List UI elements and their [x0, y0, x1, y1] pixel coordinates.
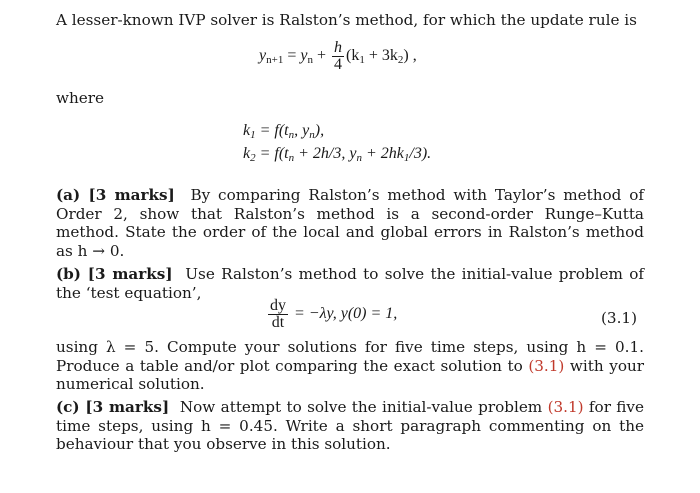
update-eq: = [283, 47, 301, 65]
ode-equation [266, 298, 397, 331]
k1-equation [243, 122, 324, 140]
part-b-continuation [56, 338, 644, 394]
part-a [56, 186, 644, 260]
part-b-ref[interactable]: (3.1) [528, 356, 565, 375]
ode-rest: = −λy, y(0) = 1, [290, 305, 398, 323]
part-c-ref[interactable]: (3.1) [547, 398, 584, 416]
k2-sub: 2 [250, 152, 256, 164]
where-text: where [56, 89, 105, 107]
ode-den: dt [271, 314, 285, 331]
update-paren-open: (k [346, 47, 360, 65]
update-frac-den: 4 [334, 56, 342, 73]
intro-text: A lesser-known IVP solver is Ralston’s method, for which the update rule is [56, 11, 637, 29]
k2-rest: = f(t [255, 145, 289, 162]
part-b-label: (b) [3 marks] [56, 265, 173, 283]
k1-tsub: n [288, 129, 295, 141]
k2-equation [243, 145, 431, 163]
k1-sub: 1 [250, 129, 256, 141]
part-c [56, 398, 644, 454]
k2-k: k [243, 145, 251, 162]
k2-ysub: n [356, 152, 362, 164]
k2-end: /3). [409, 145, 432, 162]
update-lhs-sub: n+1 [266, 54, 284, 67]
part-a-text: By comparing Ralston’s method with Taylor’s method of Order 2, show that Ralston’s method is a second-order Runge–Kutta method. State the order of the local and global errors in Ralston’s method as h → 0. [56, 186, 644, 260]
update-plus: + [312, 47, 330, 65]
update-k1-sub: 1 [359, 54, 365, 67]
update-frac-num: h [334, 39, 342, 56]
part-b-text: Use Ralston’s method to solve the initial-value problem of the ‘test equation’, [56, 265, 645, 302]
update-rule-equation [259, 40, 417, 73]
part-b [56, 265, 644, 302]
equation-number: (3.1) [601, 309, 638, 327]
update-lhs: y [259, 47, 267, 65]
part-c-label: (c) [3 marks] [56, 398, 170, 416]
update-mid: + 3k [364, 47, 398, 65]
k1-comma: , y [294, 122, 310, 139]
update-y-sub: n [307, 54, 313, 67]
part-c-text-1: Now attempt to solve the initial-value problem [179, 398, 548, 416]
update-y: y [300, 47, 308, 65]
k1-k: k [243, 122, 251, 139]
k1-end: ), [314, 122, 325, 139]
ode-num: dy [270, 297, 286, 314]
k2-tail: + 2hk [361, 145, 404, 162]
k2-mid: + 2h/3, y [294, 145, 357, 162]
ode-fraction [268, 298, 288, 331]
part-b-after-1: using λ = 5. Compute your solutions for five time steps, using h = 0.1. Produce a table and/or plot comparing the exact solution to [56, 338, 644, 375]
k1-ysub: n [309, 129, 315, 141]
k2-ksub: 1 [403, 152, 410, 164]
k2-tsub: n [288, 152, 295, 164]
part-b-after-2: with your numerical solution. [56, 356, 645, 393]
part-c-text-2: for five time steps, using h = 0.45. Write a short paragraph commenting on the behaviour that you observe in this solution. [56, 398, 644, 453]
k1-rest: = f(t [255, 122, 289, 139]
update-k2-sub: 2 [397, 54, 404, 67]
update-fraction [332, 40, 344, 73]
part-a-label: (a) [3 marks] [56, 186, 175, 204]
update-paren-close: ) , [403, 47, 417, 65]
